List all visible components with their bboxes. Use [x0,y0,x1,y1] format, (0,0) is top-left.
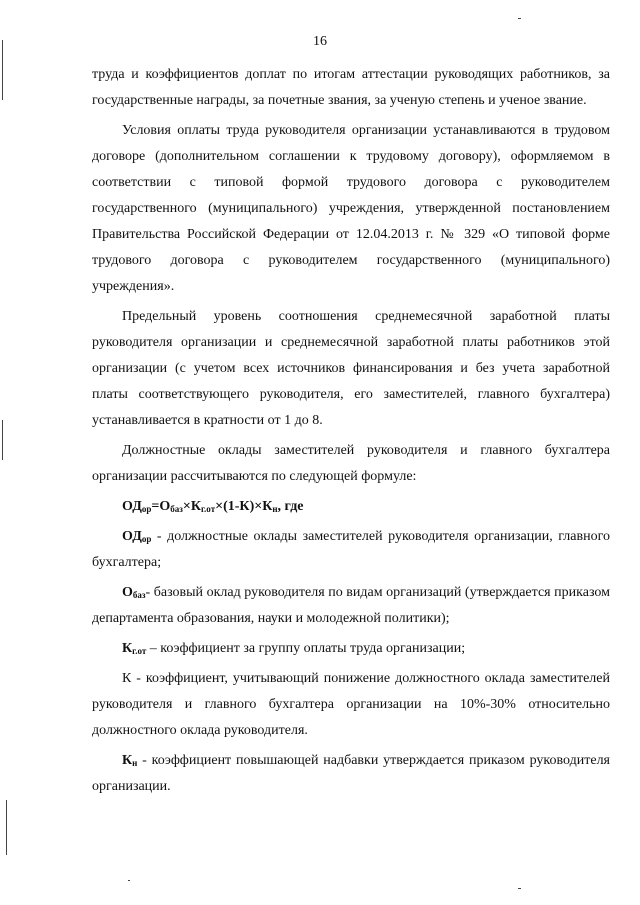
formula-od: ОД [122,499,142,514]
paragraph-salary-conditions: Условия оплаты труда руководителя организации устанавливаются в трудовом договоре (дополнительном соглашении к трудовому договору), оформляемом в соответствии с типовой формой трудового договора с руководителем государственного (муниципального) учреждения, утвержденной постановлением Правительства Российской Федерации от 12.04.2013 г. № 329 «О типовой форме трудового договора с руководителем государственного (муниципального) учреждения». [92,123,610,294]
definition-kn [92,748,610,800]
definition-kgot [92,636,610,662]
definition-kn-symbol: К [122,753,133,768]
definition-obaz-symbol: О [122,585,133,600]
document-body [92,62,610,800]
formula-tail: , где [277,499,304,514]
scan-speck [128,880,130,881]
definition-kn-text: - коэффициент повышающей надбавки утверждается приказом руководителя организации. [92,753,610,794]
scan-edge-mark [2,420,3,460]
definition-obaz-subscript: баз [132,590,146,600]
definition-kgot-text: – коэффициент за группу оплаты труда организации; [146,641,466,656]
scan-edge-mark [6,800,7,855]
definition-kgot-symbol: К [122,641,133,656]
scan-speck [518,888,521,889]
formula-k: ×К [182,499,201,514]
formula-o: =О [151,499,171,514]
formula-od-subscript: ор [141,504,152,514]
definition-od-symbol: ОД [122,529,142,544]
definition-k: К - коэффициент, учитывающий понижение должностного оклада заместителей руководителя и главного бухгалтера организации на 10%-30% относительно должностного оклада руководителя. [92,671,610,738]
formula-o-subscript: баз [170,504,183,514]
paragraph-deputy-salaries: Должностные оклады заместителей руководителя и главного бухгалтера организации рассчитываются по следующей формуле: [92,443,610,484]
formula-k-subscript: г.от [200,504,216,514]
page-number: 16 [313,34,327,49]
paragraph-salary-ratio: Предельный уровень соотношения среднемесячной заработной платы руководителя организации и среднемесячной заработной платы работников этой организации (с учетом всех источников финансирования и без учета заработной платы соответствующего руководителя, его заместителей, главного бухгалтера) устанавливается в кратности от 1 до 8. [92,309,610,428]
definition-kn-subscript: н [132,758,138,768]
definition-kgot-subscript: г.от [132,646,147,656]
definition-od-subscript: ор [141,534,152,544]
scan-edge-mark [2,40,3,100]
definition-obaz-text: - базовый оклад руководителя по видам организаций (утверждается приказом департамента образования, науки и молодежной политики); [92,585,610,626]
definition-od-text: - должностные оклады заместителей руководителя организации, главного бухгалтера; [92,529,610,570]
paragraph-continuation: труда и коэффициентов доплат по итогам аттестации руководящих работников, за государственные награды, за почетные звания, за ученую степень и ученое звание. [92,67,610,108]
scan-speck [518,18,521,19]
salary-formula [92,494,610,520]
definition-od [92,524,610,576]
formula-middle: ×(1-К)×К [215,499,273,514]
formula-kn-subscript: н [272,504,278,514]
definition-obaz [92,580,610,632]
